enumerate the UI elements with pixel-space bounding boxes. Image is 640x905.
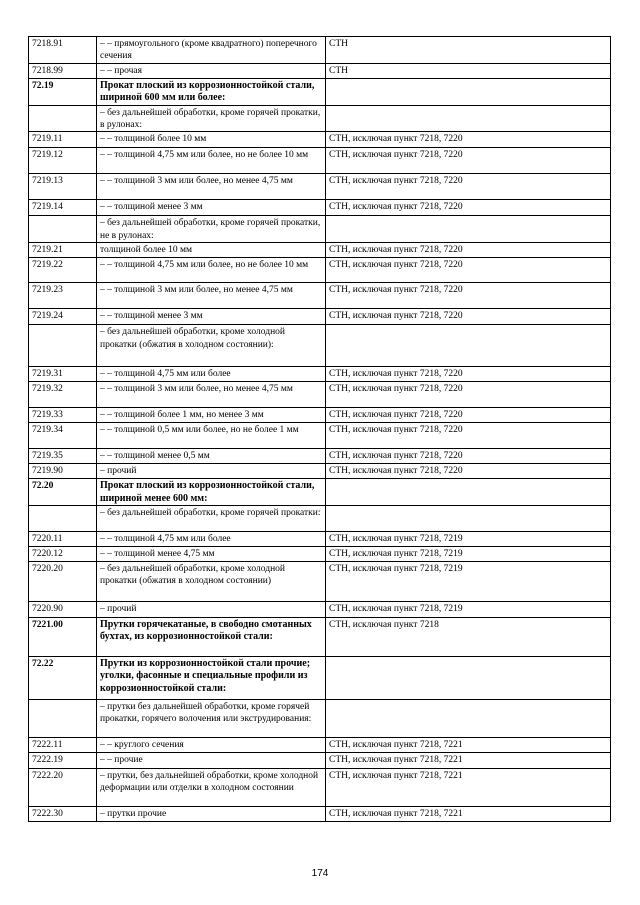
code-cell: 7222.19 <box>29 753 97 769</box>
rule-cell: СТН, исключая пункт 7218, 7220 <box>326 382 611 408</box>
description-cell: – – толщиной более 10 мм <box>97 132 326 148</box>
description-cell: – без дальнейшей обработки, кроме горячей прокатки, в рулонах: <box>97 105 326 132</box>
rule-cell: СТН, исключая пункт 7218, 7221 <box>326 753 611 769</box>
description-cell: – – толщиной 4,75 мм или более, но не более 10 мм <box>97 148 326 174</box>
code-cell: 7219.31 <box>29 367 97 382</box>
rule-cell: СТН, исключая пункт 7218, 7220 <box>326 148 611 174</box>
table-row <box>29 243 611 258</box>
rule-cell <box>326 657 611 700</box>
table-row <box>29 738 611 753</box>
table-row <box>29 618 611 657</box>
code-cell <box>29 105 97 132</box>
description-cell: – – толщиной более 1 мм, но менее 3 мм <box>97 408 326 423</box>
code-cell: 7219.33 <box>29 408 97 423</box>
rule-cell <box>326 325 611 367</box>
code-cell <box>29 325 97 367</box>
table-row <box>29 753 611 769</box>
code-cell: 7220.11 <box>29 532 97 547</box>
code-cell: 7219.22 <box>29 258 97 283</box>
rule-cell <box>326 78 611 105</box>
description-cell: – прочий <box>97 464 326 479</box>
rule-cell: СТН, исключая пункт 7218, 7220 <box>326 174 611 200</box>
description-cell: – – толщиной 3 мм или более, но менее 4,75 мм <box>97 283 326 309</box>
description-cell: – – толщиной 3 мм или более, но менее 4,75 мм <box>97 382 326 408</box>
code-cell: 7219.35 <box>29 449 97 464</box>
description-cell: – без дальнейшей обработки, кроме холодной прокатки (обжатия в холодном состоянии): <box>97 325 326 367</box>
table-row <box>29 657 611 700</box>
table-row <box>29 216 611 243</box>
code-cell: 7219.32 <box>29 382 97 408</box>
rule-cell <box>326 506 611 532</box>
rule-cell <box>326 479 611 506</box>
rule-cell: СТН, исключая пункт 7218, 7219 <box>326 532 611 547</box>
description-cell: – без дальнейшей обработки, кроме горячей прокатки, не в рулонах: <box>97 216 326 243</box>
rule-cell: СТН, исключая пункт 7218, 7220 <box>326 283 611 309</box>
code-cell: 7220.12 <box>29 547 97 562</box>
rule-cell: СТН, исключая пункт 7218 <box>326 618 611 657</box>
table-row <box>29 148 611 174</box>
code-cell: 7219.24 <box>29 309 97 325</box>
description-cell: – без дальнейшей обработки, кроме горячей прокатки: <box>97 506 326 532</box>
table-row <box>29 367 611 382</box>
rule-cell: СТН, исключая пункт 7218, 7221 <box>326 738 611 753</box>
rule-cell: СТН, исключая пункт 7218, 7220 <box>326 243 611 258</box>
table-row <box>29 309 611 325</box>
description-cell: Прокат плоский из коррозионностойкой стали, шириной менее 600 мм: <box>97 479 326 506</box>
table-row <box>29 464 611 479</box>
code-cell: 7222.11 <box>29 738 97 753</box>
description-cell: – прутки без дальнейшей обработки, кроме горячей прокатки, горячего волочения или экструдирования: <box>97 700 326 738</box>
table-row <box>29 174 611 200</box>
description-cell: Прутки из коррозионностойкой стали прочие; уголки, фасонные и специальные профили из коррозионностойкой стали: <box>97 657 326 700</box>
rule-cell: СТН, исключая пункт 7218, 7220 <box>326 132 611 148</box>
table-row <box>29 479 611 506</box>
table-row <box>29 602 611 618</box>
description-cell: – – прямоугольного (кроме квадратного) поперечного сечения <box>97 37 326 64</box>
rule-cell: СТН <box>326 37 611 64</box>
code-cell: 7219.11 <box>29 132 97 148</box>
description-cell: – – толщиной 4,75 мм или более, но не более 10 мм <box>97 258 326 283</box>
table-row <box>29 78 611 105</box>
rule-cell <box>326 105 611 132</box>
description-cell: – – толщиной менее 3 мм <box>97 309 326 325</box>
code-cell: 7222.20 <box>29 769 97 807</box>
code-cell: 7222.30 <box>29 807 97 822</box>
table-row <box>29 325 611 367</box>
table-row <box>29 423 611 449</box>
description-cell: Прутки горячекатаные, в свободно смотанных бухтах, из коррозионностойкой стали: <box>97 618 326 657</box>
code-cell: 72.20 <box>29 479 97 506</box>
rule-cell: СТН, исключая пункт 7218, 7221 <box>326 769 611 807</box>
code-cell <box>29 506 97 532</box>
code-cell: 7220.90 <box>29 602 97 618</box>
rule-cell: СТН, исключая пункт 7218, 7220 <box>326 464 611 479</box>
table-row <box>29 200 611 216</box>
table-row <box>29 105 611 132</box>
table-row <box>29 63 611 78</box>
description-cell: – – круглого сечения <box>97 738 326 753</box>
rule-cell: СТН, исключая пункт 7218, 7220 <box>326 367 611 382</box>
rule-cell: СТН, исключая пункт 7218, 7219 <box>326 562 611 602</box>
table-row <box>29 700 611 738</box>
code-cell: 7219.23 <box>29 283 97 309</box>
table-row <box>29 382 611 408</box>
code-cell: 7219.21 <box>29 243 97 258</box>
table-row <box>29 532 611 547</box>
rule-cell: СТН, исключая пункт 7218, 7220 <box>326 408 611 423</box>
description-cell: – без дальнейшей обработки, кроме холодной прокатки (обжатия в холодном состоянии) <box>97 562 326 602</box>
code-cell <box>29 700 97 738</box>
rule-cell: СТН, исключая пункт 7218, 7220 <box>326 309 611 325</box>
rule-cell: СТН, исключая пункт 7218, 7220 <box>326 423 611 449</box>
rule-cell: СТН, исключая пункт 7218, 7219 <box>326 602 611 618</box>
table-row <box>29 37 611 64</box>
table-row <box>29 449 611 464</box>
description-cell: – – толщиной менее 4,75 мм <box>97 547 326 562</box>
table-body <box>29 37 611 822</box>
rule-cell: СТН <box>326 63 611 78</box>
description-cell: – – толщиной менее 0,5 мм <box>97 449 326 464</box>
code-cell: 72.19 <box>29 78 97 105</box>
description-cell: – – толщиной 4,75 мм или более <box>97 532 326 547</box>
code-cell: 7219.34 <box>29 423 97 449</box>
rule-cell: СТН, исключая пункт 7218, 7221 <box>326 807 611 822</box>
table-row <box>29 547 611 562</box>
description-cell: Прокат плоский из коррозионностойкой стали, шириной 600 мм или более: <box>97 78 326 105</box>
description-cell: – – прочая <box>97 63 326 78</box>
table-row <box>29 283 611 309</box>
code-cell: 7218.99 <box>29 63 97 78</box>
code-cell: 7219.14 <box>29 200 97 216</box>
table-row <box>29 506 611 532</box>
code-cell: 7219.90 <box>29 464 97 479</box>
rule-cell: СТН, исключая пункт 7218, 7220 <box>326 200 611 216</box>
description-cell: – – толщиной 0,5 мм или более, но не более 1 мм <box>97 423 326 449</box>
code-cell: 7220.20 <box>29 562 97 602</box>
rules-of-origin-table <box>28 36 611 822</box>
code-cell: 7218.91 <box>29 37 97 64</box>
table-row <box>29 132 611 148</box>
rule-cell: СТН, исключая пункт 7218, 7220 <box>326 449 611 464</box>
table-row <box>29 408 611 423</box>
code-cell: 7221.00 <box>29 618 97 657</box>
description-cell: – – толщиной менее 3 мм <box>97 200 326 216</box>
rule-cell: СТН, исключая пункт 7218, 7219 <box>326 547 611 562</box>
description-cell: толщиной более 10 мм <box>97 243 326 258</box>
rule-cell <box>326 216 611 243</box>
code-cell: 7219.13 <box>29 174 97 200</box>
code-cell <box>29 216 97 243</box>
rule-cell <box>326 700 611 738</box>
description-cell: – – прочие <box>97 753 326 769</box>
table-row <box>29 807 611 822</box>
table-row <box>29 562 611 602</box>
description-cell: – – толщиной 3 мм или более, но менее 4,75 мм <box>97 174 326 200</box>
code-cell: 7219.12 <box>29 148 97 174</box>
rule-cell: СТН, исключая пункт 7218, 7220 <box>326 258 611 283</box>
description-cell: – – толщиной 4,75 мм или более <box>97 367 326 382</box>
description-cell: – прочий <box>97 602 326 618</box>
table-row <box>29 769 611 807</box>
description-cell: – прутки прочие <box>97 807 326 822</box>
code-cell: 72.22 <box>29 657 97 700</box>
page-number: 174 <box>311 868 329 879</box>
description-cell: – прутки, без дальнейшей обработки, кроме холодной деформации или отделки в холодном состоянии <box>97 769 326 807</box>
table-row <box>29 258 611 283</box>
